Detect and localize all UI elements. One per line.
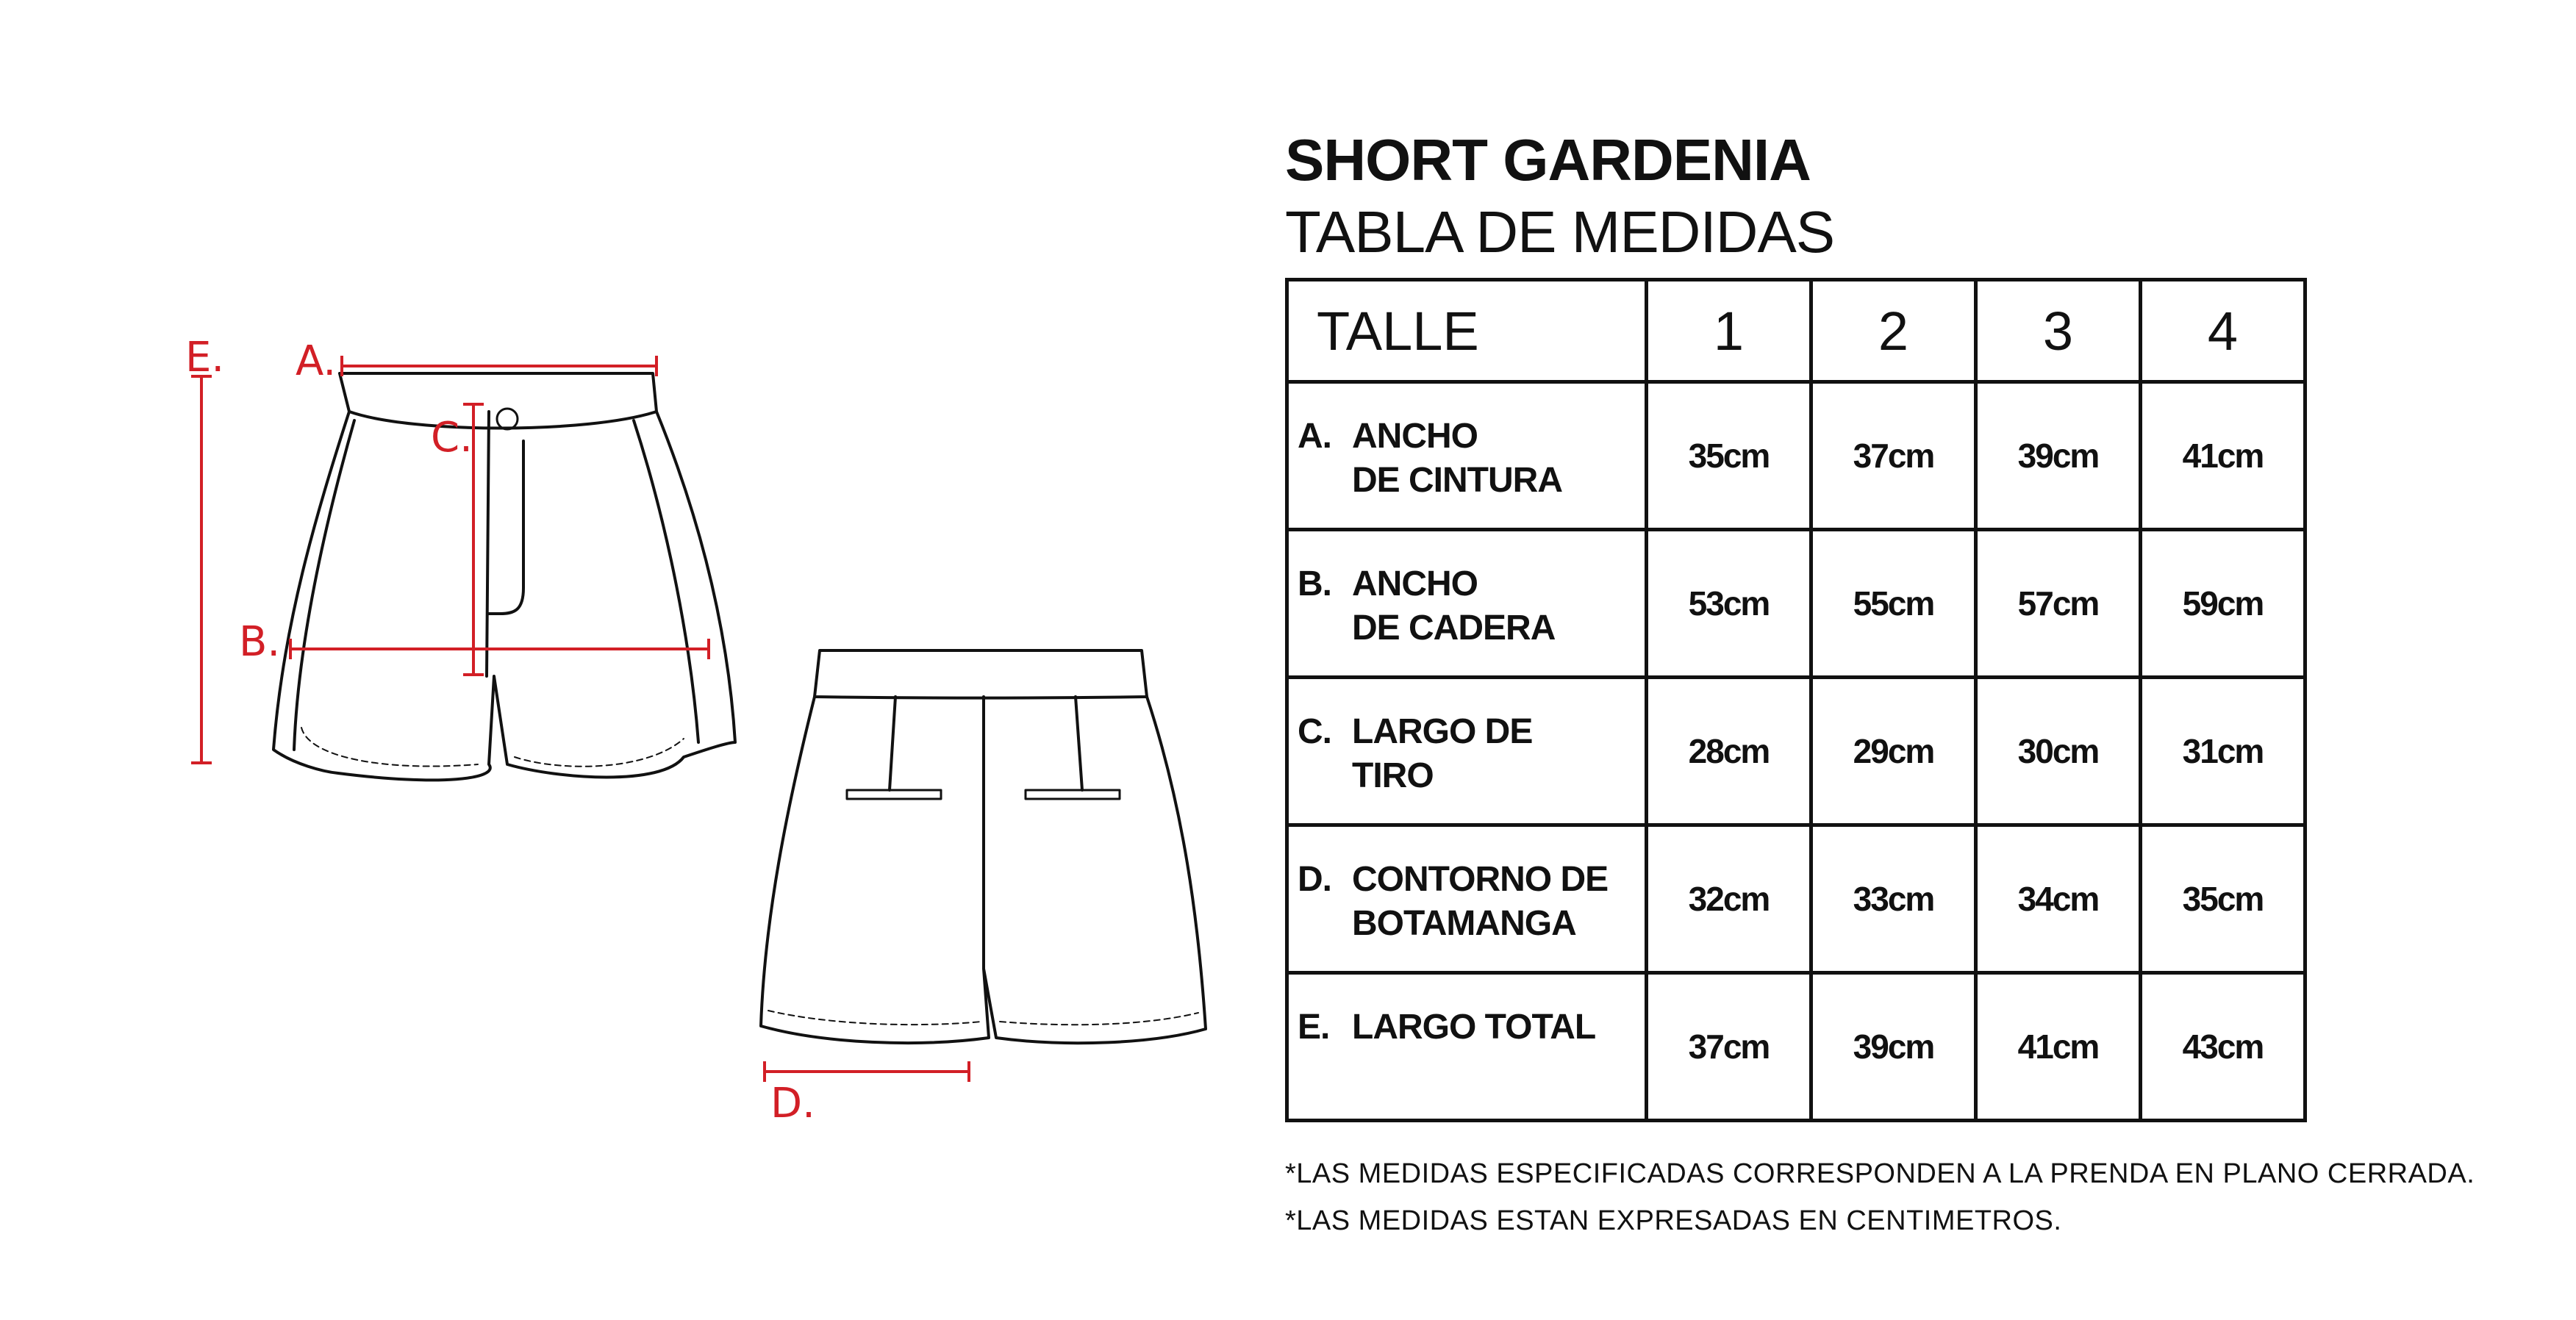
measure-label-e: E. [185, 334, 225, 381]
footnote-units: *LAS MEDIDAS ESTAN EXPRESADAS EN CENTIMETROS. [1285, 1205, 2062, 1236]
row-label-cell [1287, 973, 1647, 1121]
size-header-2: 2 [1811, 280, 1976, 382]
row-label: ANCHO DE CINTURA [1352, 417, 1562, 500]
value-cell: 39cm [1811, 973, 1976, 1121]
back-dart-right [1076, 697, 1082, 790]
value-cell: 34cm [1976, 825, 2141, 973]
value-cell: 31cm [2141, 678, 2305, 825]
value-cell: 39cm [1976, 382, 2141, 530]
measure-label-a: A. [296, 337, 337, 385]
product-title: SHORT GARDENIA [1285, 127, 1811, 193]
back-pocket-left [847, 790, 941, 799]
row-letter: D. [1298, 860, 1331, 899]
value-cell: 55cm [1811, 530, 1976, 678]
value-cell: 35cm [1647, 382, 1811, 530]
table-row [1287, 530, 2305, 678]
shorts-technical-drawing [0, 0, 1250, 1176]
back-hem-seam [768, 1011, 1198, 1025]
row-label: LARGO DE TIRO [1352, 712, 1533, 795]
measure-line-e [191, 376, 212, 763]
value-cell: 41cm [1976, 973, 2141, 1121]
value-cell: 37cm [1647, 973, 1811, 1121]
size-header-4: 4 [2141, 280, 2305, 382]
row-label: CONTORNO DE BOTAMANGA [1352, 860, 1609, 943]
row-letter: C. [1298, 712, 1331, 751]
table-row [1287, 825, 2305, 973]
row-label-cell [1287, 678, 1647, 825]
row-label-cell [1287, 825, 1647, 973]
value-cell: 35cm [2141, 825, 2305, 973]
row-label-cell [1287, 382, 1647, 530]
back-waistband [815, 650, 1147, 698]
row-letter: B. [1298, 564, 1331, 603]
value-cell: 32cm [1647, 825, 1811, 973]
front-view-drawing [273, 373, 735, 780]
measure-line-b [290, 639, 709, 659]
value-cell: 43cm [2141, 973, 2305, 1121]
row-letter: E. [1298, 1008, 1330, 1047]
back-pocket-right [1026, 790, 1120, 799]
measure-label-d: D. [770, 1080, 815, 1127]
size-header-label: TALLE [1287, 280, 1647, 382]
front-side-stripe-right [634, 420, 698, 742]
value-cell: 57cm [1976, 530, 2141, 678]
table-row [1287, 678, 2305, 825]
front-hem-seam [301, 728, 684, 767]
back-view-drawing [761, 650, 1206, 1043]
table-row [1287, 973, 2305, 1121]
measure-label-c: C. [431, 414, 473, 462]
front-side-stripe-left [294, 420, 354, 750]
size-header-3: 3 [1976, 280, 2141, 382]
row-label: LARGO TOTAL [1352, 1008, 1596, 1047]
value-cell: 53cm [1647, 530, 1811, 678]
size-header-1: 1 [1647, 280, 1811, 382]
value-cell: 33cm [1811, 825, 1976, 973]
value-cell: 37cm [1811, 382, 1976, 530]
front-fly [487, 412, 523, 676]
value-cell: 59cm [2141, 530, 2305, 678]
row-label-cell [1287, 530, 1647, 678]
row-letter: A. [1298, 417, 1331, 456]
row-label: ANCHO DE CADERA [1352, 564, 1556, 648]
size-chart-subtitle: TABLA DE MEDIDAS [1285, 199, 1835, 265]
value-cell: 30cm [1976, 678, 2141, 825]
value-cell: 41cm [2141, 382, 2305, 530]
value-cell: 28cm [1647, 678, 1811, 825]
back-dart-left [890, 697, 895, 790]
front-button [497, 409, 518, 429]
size-chart-table [1285, 278, 2307, 1122]
measure-label-b: B. [239, 618, 281, 666]
footnote-flat-measure: *LAS MEDIDAS ESPECIFICADAS CORRESPONDEN A LA PRENDA EN PLANO CERRADA. [1285, 1158, 2475, 1189]
measure-line-d [765, 1061, 969, 1082]
value-cell: 29cm [1811, 678, 1976, 825]
size-chart-header-row [1287, 280, 2305, 382]
table-row [1287, 382, 2305, 530]
